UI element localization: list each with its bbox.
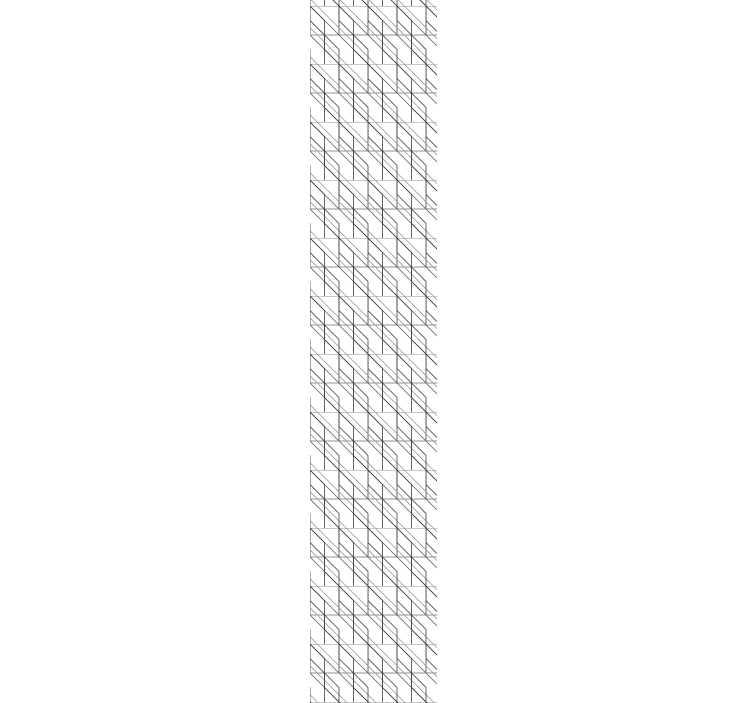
pattern-fill-rect (310, 0, 437, 703)
geometric-pattern-svg (310, 0, 437, 703)
pattern-strip (310, 0, 437, 703)
